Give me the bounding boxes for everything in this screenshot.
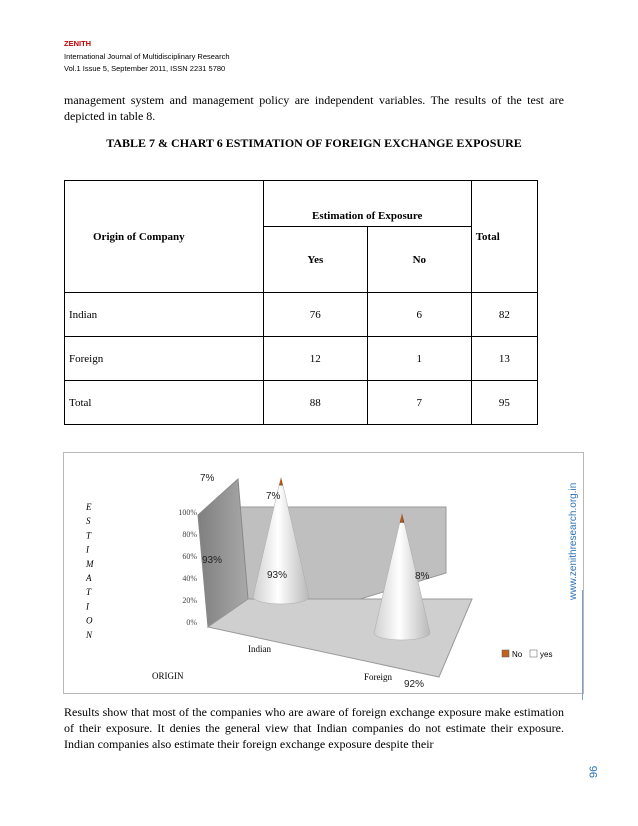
yes-cell: 88 [263, 381, 367, 425]
x-tick-label: Foreign [364, 672, 392, 682]
chart-floor [208, 599, 472, 677]
y-tick-label: 100% [178, 508, 197, 517]
exposure-table [64, 180, 538, 425]
table-row [65, 337, 538, 381]
journal-brand: ZENITH [64, 39, 92, 48]
body-paragraph: Results show that most of the companies who are aware of foreign exchange exposure make estimation of their exposure. It denies the general view that Indian companies do not estimate their exposure. Indian companies also estimate their foreign exchange exposure despite their [64, 705, 564, 751]
section-title: TABLE 7 & CHART 6 ESTIMATION OF FOREIGN EXCHANGE EXPOSURE [106, 136, 522, 150]
data-label-yes-foreign: 92% [404, 679, 425, 690]
x-axis-title: ORIGIN [152, 671, 184, 681]
y-tick-label: 40% [182, 574, 197, 583]
cone-chart [64, 453, 583, 693]
wall-label-yes: 93% [202, 555, 223, 566]
row-label: Total [65, 381, 264, 425]
total-cell: 13 [471, 337, 537, 381]
y-axis-letter: T [86, 587, 92, 598]
y-tick-label: 0% [186, 618, 197, 627]
side-divider [582, 590, 583, 700]
total-cell: 95 [471, 381, 537, 425]
wall-label-no: 7% [200, 473, 215, 484]
y-tick-label: 60% [182, 552, 197, 561]
total-cell: 82 [471, 293, 537, 337]
table-row [65, 381, 538, 425]
y-axis-letter: E [86, 502, 92, 512]
y-tick-label: 80% [182, 530, 197, 539]
data-label-no-indian: 7% [266, 491, 281, 502]
no-cell: 1 [367, 337, 471, 381]
header-yes: Yes [263, 227, 367, 293]
y-axis-letter: O [86, 615, 93, 626]
row-label: Foreign [65, 337, 264, 381]
header-estimation: Estimation of Exposure [263, 181, 471, 227]
chart-container [63, 452, 584, 694]
cone-no-indian [279, 477, 283, 485]
header-total: Total [471, 181, 537, 293]
y-axis-letter: I [86, 601, 89, 612]
journal-volume: Vol.1 Issue 5, September 2011, ISSN 2231 5780 [64, 64, 226, 73]
legend-label-yes: yes [540, 650, 553, 659]
data-label-yes-indian: 93% [267, 570, 288, 581]
legend-label-no: No [512, 650, 523, 659]
header-origin: Origin of Company [65, 181, 264, 293]
y-axis-letter: M [86, 558, 94, 569]
legend-swatch-no [502, 650, 509, 657]
table-row [65, 293, 538, 337]
yes-cell: 12 [263, 337, 367, 381]
row-label: Indian [65, 293, 264, 337]
x-tick-label: Indian [248, 644, 271, 654]
no-cell: 7 [367, 381, 471, 425]
y-axis-letter: T [86, 530, 92, 541]
y-axis-letter: N [86, 629, 93, 640]
y-tick-label: 20% [182, 596, 197, 605]
header-no: No [367, 227, 471, 293]
side-url[interactable]: www.zenithresearch.org.in [568, 482, 579, 600]
legend-swatch-yes [530, 650, 537, 657]
y-axis-letter: S [86, 516, 91, 527]
no-cell: 6 [367, 293, 471, 337]
y-axis-letter: I [86, 544, 89, 555]
journal-name: International Journal of Multidisciplinary Research [64, 52, 230, 61]
intro-paragraph: management system and management policy are independent variables. The results of the test are depicted in table 8. [64, 93, 564, 123]
data-label-no-foreign: 8% [415, 571, 430, 582]
page-number: 96 [588, 765, 600, 778]
yes-cell: 76 [263, 293, 367, 337]
y-axis-letter: A [86, 573, 92, 583]
